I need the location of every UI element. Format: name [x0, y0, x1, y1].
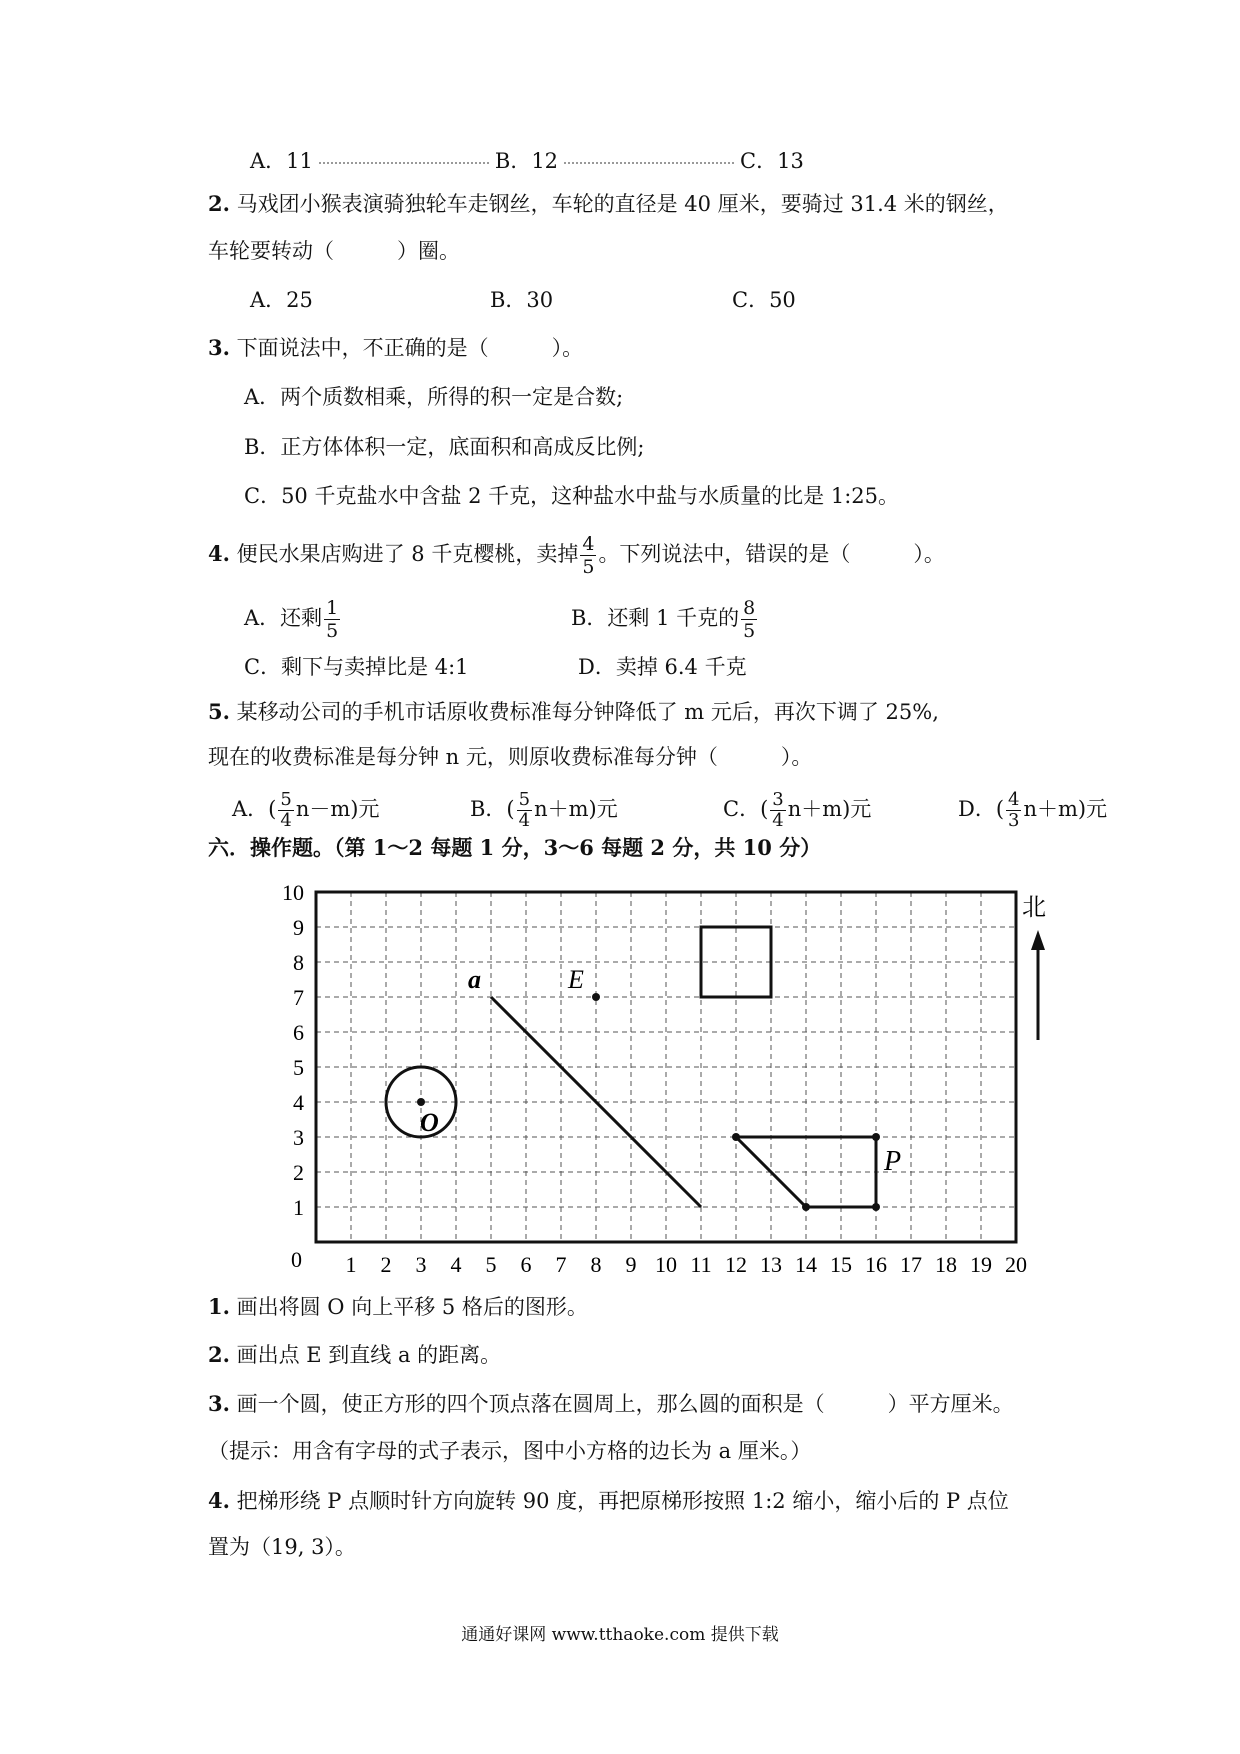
q2-number: 2.	[208, 191, 230, 216]
q4-option-d: D．卖掉 6.4 千克	[578, 655, 747, 679]
y-tick-label: 10	[282, 880, 304, 905]
x-tick-label: 19	[970, 1252, 992, 1277]
x-tick-label: 8	[590, 1252, 602, 1277]
x-tick-label: 10	[655, 1252, 677, 1277]
x-tick-label: 1	[345, 1252, 357, 1277]
q4b-fraction: $\frac{8}{5}$	[743, 597, 756, 642]
q4-option-a: A．还剩 $\frac{1}{5}$	[244, 597, 339, 642]
q3-text: 下面说法中，不正确的是（ ）。	[236, 336, 584, 360]
trapezoid-vertex	[802, 1203, 810, 1211]
q3-option-a: A．两个质数相乘，所得的积一定是合数;	[244, 385, 624, 409]
q5-option-d: D．( $\frac{4}{3}$ n＋m)元	[958, 789, 1108, 831]
q2-text1: 马戏团小猴表演骑独轮车走钢丝，车轮的直径是 40 厘米，要骑过 31.4 米的钢丝，	[236, 192, 1009, 216]
q5-option-b: B．( $\frac{5}{4}$ n＋m)元	[470, 789, 618, 831]
op-q2: 2. 画出点 E 到直线 a 的距离。	[208, 1342, 502, 1367]
x-tick-label: 14	[795, 1252, 817, 1277]
q4-option-c: C．剩下与卖掉比是 4:1	[244, 655, 469, 679]
x-tick-label: 12	[725, 1252, 747, 1277]
q3-number: 3.	[208, 335, 230, 360]
y-tick-label: 7	[293, 985, 304, 1010]
q2-option-c: C．50	[732, 288, 796, 312]
label-e: E	[568, 965, 584, 994]
q4-text-pre: 便民水果店购进了 8 千克樱桃，卖掉	[236, 542, 579, 566]
x-tick-label: 9	[625, 1252, 637, 1277]
center-o	[417, 1098, 425, 1106]
origin-label: 0	[291, 1247, 302, 1272]
q5-option-a: A．( $\frac{5}{4}$ n－m)元	[232, 789, 380, 831]
q1-option-b: B．12	[494, 149, 559, 173]
x-tick-label: 15	[830, 1252, 852, 1277]
section6-title: 六．操作题。（第 1～2 每题 1 分，3～6 每题 2 分，共 10 分）	[208, 835, 822, 860]
y-tick-label: 2	[293, 1160, 304, 1185]
op-q4: 4. 把梯形绕 P 点顺时针方向旋转 90 度，再把原梯形按照 1:2 缩小，缩小后的 P 点位	[208, 1488, 1009, 1513]
x-tick-label: 18	[935, 1252, 957, 1277]
label-o: O	[420, 1108, 439, 1137]
x-tick-label: 6	[520, 1252, 532, 1277]
trapezoid-vertex	[872, 1203, 880, 1211]
q4-fraction: $\frac{4}{5}$	[582, 533, 595, 578]
north-arrow-icon	[1031, 930, 1045, 950]
q4-text-post: 。下列说法中，错误的是（ ）。	[598, 542, 945, 566]
x-tick-label: 13	[760, 1252, 782, 1277]
op-q3: 3. 画一个圆，使正方形的四个顶点落在圆周上，那么圆的面积是（ ）平方厘米。	[208, 1391, 1014, 1416]
x-tick-label: 4	[450, 1252, 462, 1277]
x-tick-label: 5	[485, 1252, 497, 1277]
q4a-fraction: $\frac{1}{5}$	[326, 597, 339, 642]
y-tick-label: 1	[293, 1195, 304, 1220]
q1-option-a: A．11	[250, 149, 313, 173]
q4-option-b: B．还剩 1 千克的 $\frac{8}{5}$	[571, 597, 756, 642]
op-q4-line2: 置为（19, 3）。	[208, 1535, 356, 1559]
x-tick-label: 17	[900, 1252, 922, 1277]
q3-option-c: C．50 千克盐水中含盐 2 千克，这种盐水中盐与水质量的比是 1:25。	[244, 484, 900, 508]
q2-option-a: A．25	[250, 288, 313, 312]
op-q1: 1. 画出将圆 O 向上平移 5 格后的图形。	[208, 1294, 588, 1319]
x-tick-label: 16	[865, 1252, 887, 1277]
q5-option-c: C．( $\frac{3}{4}$ n＋m)元	[723, 789, 872, 831]
q1-option-c: C．13	[740, 149, 804, 173]
point-e	[592, 993, 600, 1001]
y-tick-label: 6	[293, 1020, 304, 1045]
y-tick-label: 5	[293, 1055, 304, 1080]
north-label: 北	[1022, 893, 1046, 921]
y-tick-label: 8	[293, 950, 304, 975]
q5-text1: 某移动公司的手机市话原收费标准每分钟降低了 m 元后，再次下调了 25%,	[236, 700, 939, 724]
q5-line2: 现在的收费标准是每分钟 n 元，则原收费标准每分钟（ ）。	[208, 745, 813, 769]
q2-line2: 车轮要转动（ ）圈。	[208, 239, 460, 263]
footer: 通通好课网 www.tthaoke.com 提供下载	[461, 1625, 779, 1645]
op-q3-hint: （提示：用含有字母的式子表示，图中小方格的边长为 a 厘米。）	[208, 1439, 812, 1463]
q5-number: 5.	[208, 699, 230, 724]
x-tick-label: 11	[690, 1252, 712, 1277]
trapezoid-vertex	[732, 1133, 740, 1141]
x-tick-label: 2	[380, 1252, 392, 1277]
y-tick-label: 3	[293, 1125, 304, 1150]
q4-number: 4.	[208, 541, 230, 566]
q3-option-b: B．正方体体积一定，底面积和高成反比例;	[244, 435, 645, 459]
label-p: P	[884, 1146, 902, 1177]
x-tick-label: 3	[415, 1252, 427, 1277]
x-tick-label: 7	[555, 1252, 567, 1277]
trapezoid-vertex	[872, 1133, 880, 1141]
x-tick-label: 20	[1005, 1252, 1027, 1277]
label-a: a	[468, 965, 481, 994]
y-tick-label: 9	[293, 915, 304, 940]
y-tick-label: 4	[293, 1090, 304, 1115]
q2-option-b: B．30	[490, 288, 554, 312]
